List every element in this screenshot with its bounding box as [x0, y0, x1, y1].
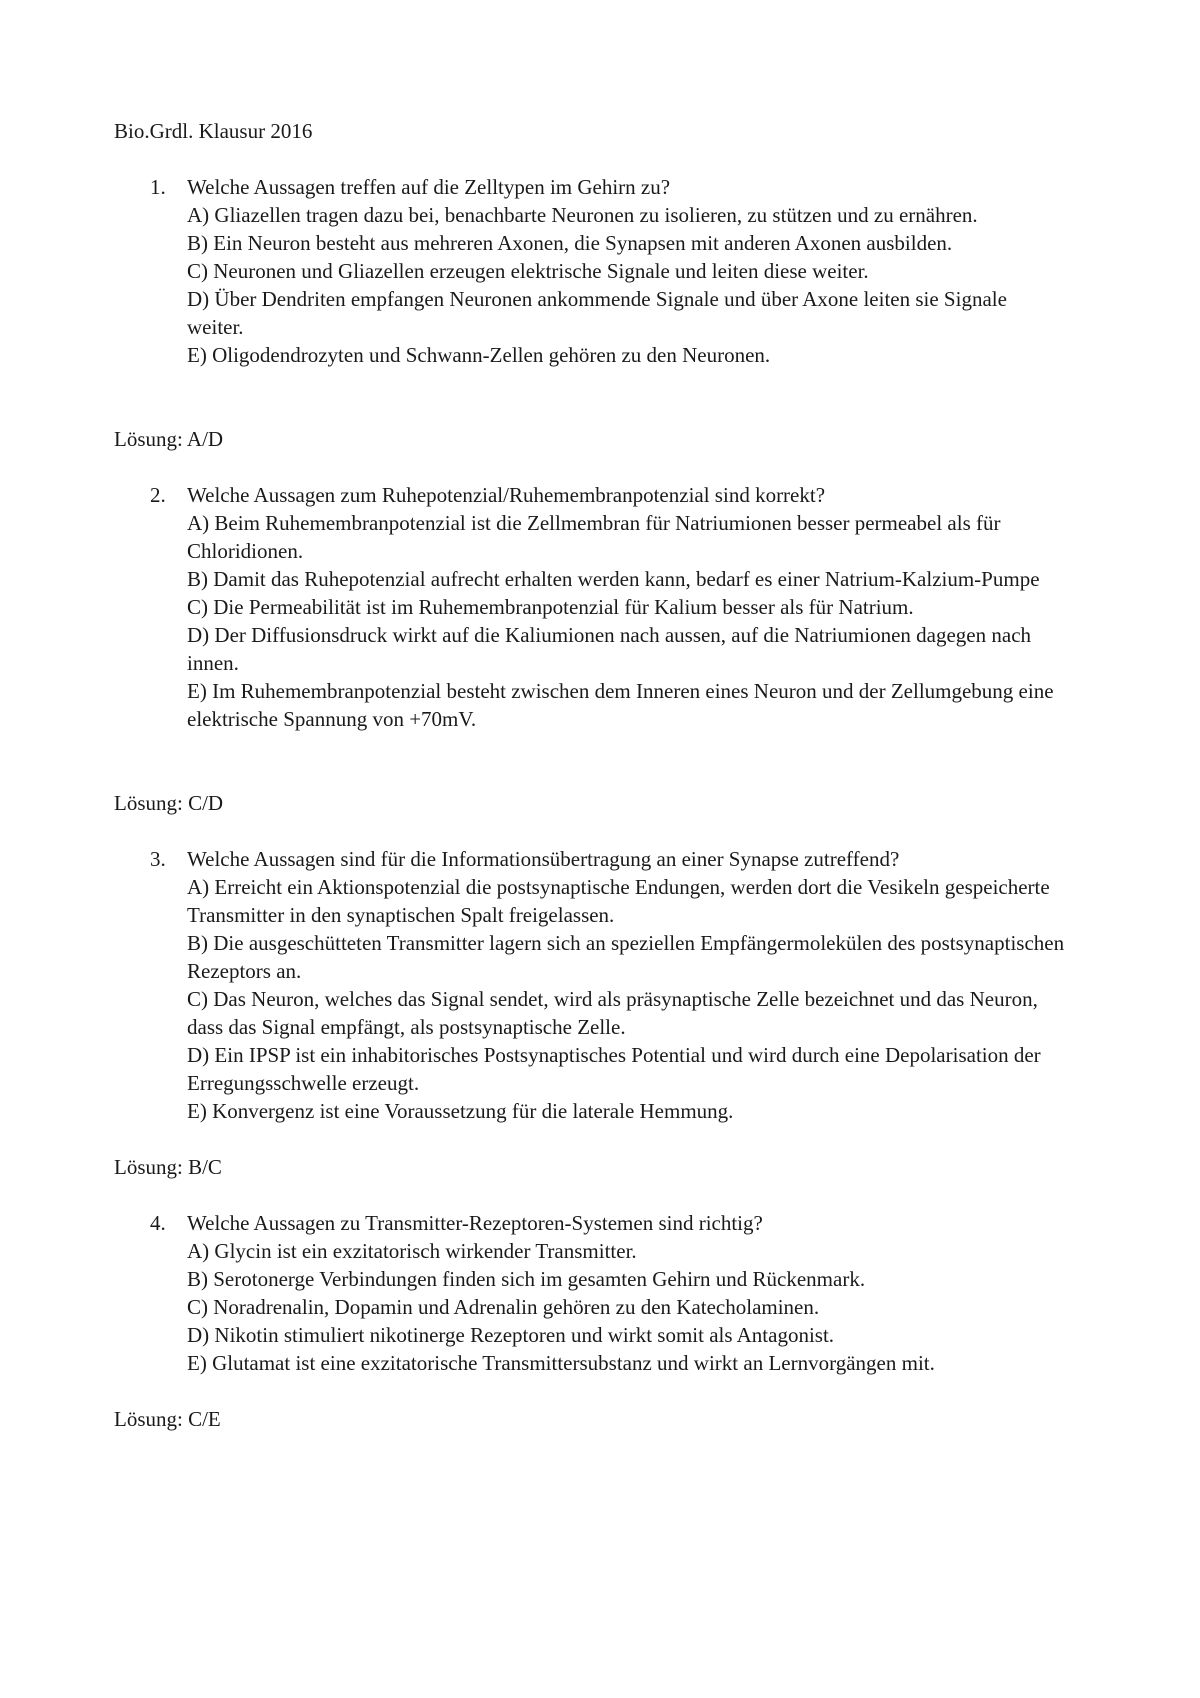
solution-1: Lösung: A/D [114, 427, 224, 451]
option-e: E) Oligodendrozyten und Schwann-Zellen gehören zu den Neuronen. [187, 343, 771, 367]
question-text: Welche Aussagen treffen auf die Zelltypen im Gehirn zu? [187, 175, 671, 199]
option-e: E) Konvergenz ist eine Voraussetzung für die laterale Hemmung. [187, 1099, 734, 1123]
question-body [187, 481, 1107, 733]
option-b: B) Damit das Ruhepotenzial aufrecht erhalten werden kann, bedarf es einer Natrium-Kalzium-Pumpe [187, 567, 1040, 591]
option-d: D) Der Diffusionsdruck wirkt auf die Kaliumionen nach aussen, auf die Natriumionen dagegen nach innen. [187, 623, 1032, 675]
question-text: Welche Aussagen sind für die Informationsübertragung an einer Synapse zutreffend? [187, 847, 900, 871]
option-e: E) Im Ruhemembranpotenzial besteht zwischen dem Inneren eines Neuron und der Zellumgebung eine elektrische Spannung von +70mV. [187, 679, 1054, 731]
option-b: B) Serotonerge Verbindungen finden sich im gesamten Gehirn und Rückenmark. [187, 1267, 866, 1291]
question-body [187, 1209, 1107, 1377]
option-c: C) Noradrenalin, Dopamin und Adrenalin gehören zu den Katecholaminen. [187, 1295, 820, 1319]
option-a: A) Glycin ist ein exzitatorisch wirkender Transmitter. [187, 1239, 637, 1263]
question-text: Welche Aussagen zum Ruhepotenzial/Ruhemembranpotenzial sind korrekt? [187, 483, 826, 507]
solution-2: Lösung: C/D [114, 791, 224, 815]
question-body [187, 845, 1107, 1125]
solution-3: Lösung: B/C [114, 1155, 222, 1179]
option-c: C) Die Permeabilität ist im Ruhemembranpotenzial für Kalium besser als für Natrium. [187, 595, 914, 619]
question-body [187, 173, 1107, 369]
question-number: 2. [150, 483, 166, 507]
option-c: C) Neuronen und Gliazellen erzeugen elektrische Signale und leiten diese weiter. [187, 259, 869, 283]
option-d: D) Über Dendriten empfangen Neuronen ankommende Signale und über Axone leiten sie Signale weiter. [187, 287, 1007, 339]
option-c: C) Das Neuron, welches das Signal sendet, wird als präsynaptische Zelle bezeichnet und das Neuron, dass das Signal empfängt, als postsynaptische Zelle. [187, 987, 1038, 1039]
option-a: A) Gliazellen tragen dazu bei, benachbarte Neuronen zu isolieren, zu stützen und zu ernähren. [187, 203, 978, 227]
solution-4: Lösung: C/E [114, 1407, 221, 1431]
question-number: 4. [150, 1211, 166, 1235]
option-e: E) Glutamat ist eine exzitatorische Transmittersubstanz und wirkt an Lernvorgängen mit. [187, 1351, 935, 1375]
question-number: 3. [150, 847, 166, 871]
option-d: D) Ein IPSP ist ein inhabitorisches Postsynaptisches Potential und wird durch eine Depolarisation der Erregungsschwelle erzeugt. [187, 1043, 1041, 1095]
option-b: B) Ein Neuron besteht aus mehreren Axonen, die Synapsen mit anderen Axonen ausbilden. [187, 231, 953, 255]
question-text: Welche Aussagen zu Transmitter-Rezeptoren-Systemen sind richtig? [187, 1211, 763, 1235]
option-d: D) Nikotin stimuliert nikotinerge Rezeptoren und wirkt somit als Antagonist. [187, 1323, 835, 1347]
option-b: B) Die ausgeschütteten Transmitter lagern sich an speziellen Empfängermolekülen des postsynaptischen Rezeptors an. [187, 931, 1065, 983]
question-number: 1. [150, 175, 166, 199]
option-a: A) Beim Ruhemembranpotenzial ist die Zellmembran für Natriumionen besser permeabel als für Chloridionen. [187, 511, 1001, 563]
option-a: A) Erreicht ein Aktionspotenzial die postsynaptische Endungen, werden dort die Vesikeln gespeicherte Transmitter in den synaptischen Spalt freigelassen. [187, 875, 1050, 927]
document-title: Bio.Grdl. Klausur 2016 [114, 119, 313, 143]
